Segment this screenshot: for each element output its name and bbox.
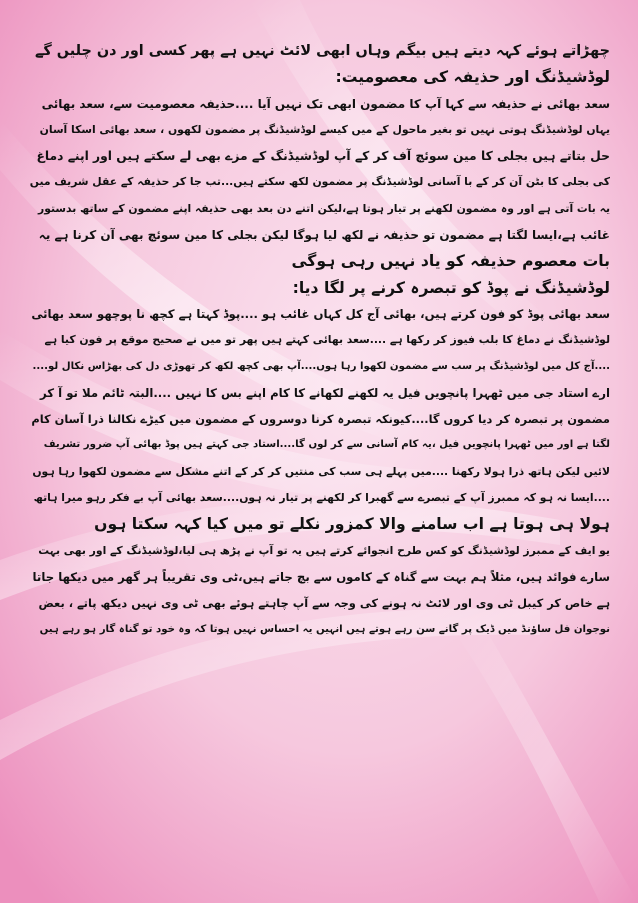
text-line: لگتا ہے اور میں ٹھہرا پانچویں فیل ،یہ کام آسانی سے کر لوں گا....استاد جی کہتے ہیں پوڈ بھائی آپ ضرور تشریف bbox=[43, 439, 610, 451]
text-line: سعد بھائی پوڈ کو فون کرتے ہیں، بھائی آج کل کہاں غائب ہو ....پوڈ کہتا ہے کچھ نا پوچھو سعد بھائی bbox=[31, 306, 610, 321]
text-line: نوجوان فل ساؤنڈ میں ڈیک پر گانے سن رہے ہوتے ہیں انہیں یہ احساس نہیں ہوتا کہ وہ خود تو گناہ گار ہو رہے ہیں bbox=[39, 623, 610, 635]
article-text bbox=[30, 38, 610, 878]
text-line: سعد بھائی نے حذیفہ سے کہا آپ کا مضمون ابھی تک نہیں آیا ....حذیفہ معصومیت سے، سعد بھائی bbox=[41, 96, 610, 111]
text-line: لوڈشیڈنگ نے دماغ کا بلب فیوز کر رکھا ہے ....سعد بھائی کہتے ہیں پھر تو میں نے صحیح موقع پر فون کیا ہے bbox=[44, 333, 610, 347]
text-line: حل بتاتے ہیں بجلی کا مین سوئچ آف کر کے آپ لوڈشیڈنگ کے مزے بھی لے سکتے ہیں اور اپنے دماغ bbox=[36, 149, 610, 164]
text-line: مضمون پر تبصرہ کر دیا کروں گا....کیونکہ تبصرہ کرنا دوسروں کے مضمون میں کیڑے نکالنا ذرا آسان کام bbox=[31, 412, 610, 427]
text-line: یہاں لوڈشیڈنگ ہوتی نہیں تو بغیر ماحول کے میں کیسے لوڈشیڈنگ پر مضمون لکھوں ، سعد بھائی اسکا آسان bbox=[39, 122, 610, 136]
text-line: ہولا ہی ہوتا ہے اب سامنے والا کمزور نکلے تو میں کیا کہہ سکتا ہوں bbox=[94, 515, 610, 534]
text-line: چھڑاتے ہوئے کہہ دیتے ہیں بیگم وہاں ابھی لائٹ نہیں ہے پھر کسی اور دن چلیں گے bbox=[34, 43, 610, 59]
text-line: یہ بات آتی ہے اور وہ مضمون لکھنے پر تیار ہوتا ہے،لیکن اتنے دن بعد بھی حذیفہ اپنے مضمون کے ساتھ بدستور bbox=[38, 201, 610, 215]
section-heading: لوڈشیڈنگ اور حذیفہ کی معصومیت: bbox=[335, 68, 610, 87]
text-line: یو ایف کے ممبرز لوڈشیڈنگ کو کس طرح انجوائے کرتے ہیں یہ تو آپ نے پڑھ ہی لیا،لوڈشیڈنگ کے اور بھی بہت bbox=[38, 543, 610, 557]
text-line: لائیں لیکن ہاتھ ذرا ہولا رکھنا ....میں پہلے ہی سب کی منتیں کر کر کے اتنے مشکل سے مضمون لکھوا رہا ہوں bbox=[32, 464, 610, 478]
text-line: کی بجلی کا بٹن آن کر کے با آسانی لوڈشیڈنگ پر مضمون لکھ سکتے ہیں...تب جا کر حذیفہ کے عقل شریف میں bbox=[30, 175, 610, 189]
text-line: بات معصوم حذیفہ کو یاد نہیں رہی ہوگی bbox=[291, 252, 610, 271]
section-heading: لوڈشیڈنگ نے پوڈ کو تبصرہ کرنے پر لگا دیا: bbox=[292, 278, 610, 297]
text-line: ہے خاص کر کیبل ٹی وی اور لائٹ نہ ہونے کی وجہ سے آپ چاہتے ہوئے بھی ٹی وی نہیں دیکھ پاتے ، بعض bbox=[38, 596, 610, 611]
text-line: غائب ہے،ایسا لگتا ہے مضمون تو حذیفہ نے لکھ لیا ہوگا لیکن بجلی کا مین سوئچ بھی آن کرنا ہے یہ bbox=[38, 228, 610, 243]
text-line: سارے فوائد ہیں، مثلاً ہم بہت سے گناہ کے کاموں سے بچ جاتے ہیں،ٹی وی تقریباً ہر گھر میں دیکھا جاتا bbox=[32, 569, 610, 584]
text-line: ....آج کل میں لوڈشیڈنگ پر سب سے مضمون لکھوا رہا ہوں....آپ بھی کچھ لکھ کر تھوڑی دل کی بھڑاس نکال لو.... bbox=[32, 360, 610, 372]
text-line: ارے استاد جی میں ٹھہرا پانچویں فیل یہ لکھنے لکھانے کا کام اپنے بس کا نہیں ....البتہ ٹائم ملا تو آ کر bbox=[40, 385, 610, 400]
text-line: ....ایسا نہ ہو کہ ممبرز آپ کے تبصرے سے گھبرا کر لکھنے پر تیار نہ ہوں....سعد بھائی آپ بے فکر رہو میرا ہاتھ bbox=[33, 491, 610, 505]
